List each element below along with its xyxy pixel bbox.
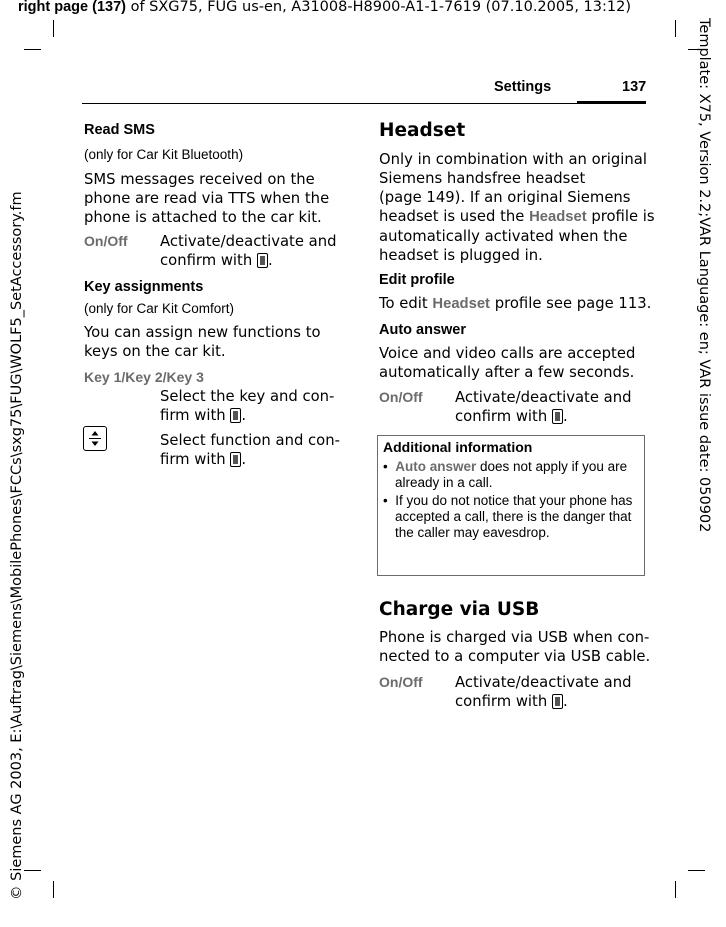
crop-mark xyxy=(675,20,676,37)
crop-mark xyxy=(24,870,41,871)
select-key-icon xyxy=(257,253,268,268)
template-info: Template: X75, Version 2.2;VAR Language: en; VAR issue date: 050902 xyxy=(696,18,712,533)
info-bullet-1: • Auto answer does not apply if you are already in a call. xyxy=(383,459,628,490)
page-number: 137 xyxy=(622,79,647,95)
crop-mark xyxy=(53,881,54,898)
crop-mark xyxy=(675,881,676,898)
key-assignments-body: You can assign new functions to keys on the car kit. xyxy=(84,324,321,360)
print-header-label: right page (137) xyxy=(18,0,126,15)
auto-answer-heading: Auto answer xyxy=(379,322,467,338)
read-sms-body: SMS messages received on the phone are read via TTS when the phone is attached to the car kit. xyxy=(84,171,330,226)
charge-usb-title: Charge via USB xyxy=(379,599,540,620)
nav-desc: Select function and con- firm with . xyxy=(160,432,340,468)
crop-mark xyxy=(53,20,54,37)
select-key-icon xyxy=(230,452,241,467)
headset-profile-ref: Headset xyxy=(529,209,587,225)
edit-profile-body: To edit Headset profile see page 113. xyxy=(379,295,652,312)
print-header xyxy=(18,0,631,15)
crop-mark xyxy=(24,49,41,50)
headset-title: Headset xyxy=(379,120,466,141)
copyright-path: © Siemens AG 2003, E:\Auftrag\Siemens\MobilePhones\FCCs\sxg75\FUG\WOLF5_SetAccessory.fm xyxy=(9,191,25,900)
headset-body: Only in combination with an original Siemens handsfree headset (page 149). If an original Siemens headset is used the Headset profile is automatically activated when the headset is plugged in. xyxy=(379,151,655,264)
header-rule-thick xyxy=(577,101,646,104)
info-bullet-2: • If you do not notice that your phone has accepted a call, there is the danger that the caller may eavesdrop. xyxy=(383,493,633,540)
select-key-icon xyxy=(552,694,563,709)
read-sms-desc: Activate/deactivate and confirm with . xyxy=(160,233,337,269)
read-sms-option: On/Off xyxy=(84,233,128,249)
auto-answer-desc: Activate/deactivate and confirm with . xyxy=(455,389,632,425)
read-sms-note: (only for Car Kit Bluetooth) xyxy=(84,147,244,162)
select-key-icon xyxy=(552,409,563,424)
print-header-meta: of SXG75, FUG us-en, A31008-H8900-A1-1-7619 (07.10.2005, 13:12) xyxy=(125,0,631,15)
auto-answer-option: On/Off xyxy=(379,389,423,405)
auto-answer-body: Voice and video calls are accepted automatically after a few seconds. xyxy=(379,345,636,381)
info-title: Additional information xyxy=(383,439,533,455)
keys-desc: Select the key and con- firm with . xyxy=(160,388,335,424)
additional-info-box xyxy=(377,435,645,576)
navigation-key-icon xyxy=(83,426,107,451)
header-rule xyxy=(82,103,646,104)
select-key-icon xyxy=(230,408,241,423)
crop-mark xyxy=(688,870,705,871)
running-head-title: Settings xyxy=(494,79,552,95)
charge-usb-body: Phone is charged via USB when con- nected to a computer via USB cable. xyxy=(379,629,651,665)
edit-profile-heading: Edit profile xyxy=(379,272,455,288)
key-assignments-note: (only for Car Kit Comfort) xyxy=(84,301,235,316)
charge-usb-desc: Activate/deactivate and confirm with . xyxy=(455,674,632,710)
key-assignments-heading: Key assignments xyxy=(84,279,204,295)
charge-usb-option: On/Off xyxy=(379,674,423,690)
read-sms-heading: Read SMS xyxy=(84,122,155,138)
keys-label: Key 1/Key 2/Key 3 xyxy=(84,369,204,385)
